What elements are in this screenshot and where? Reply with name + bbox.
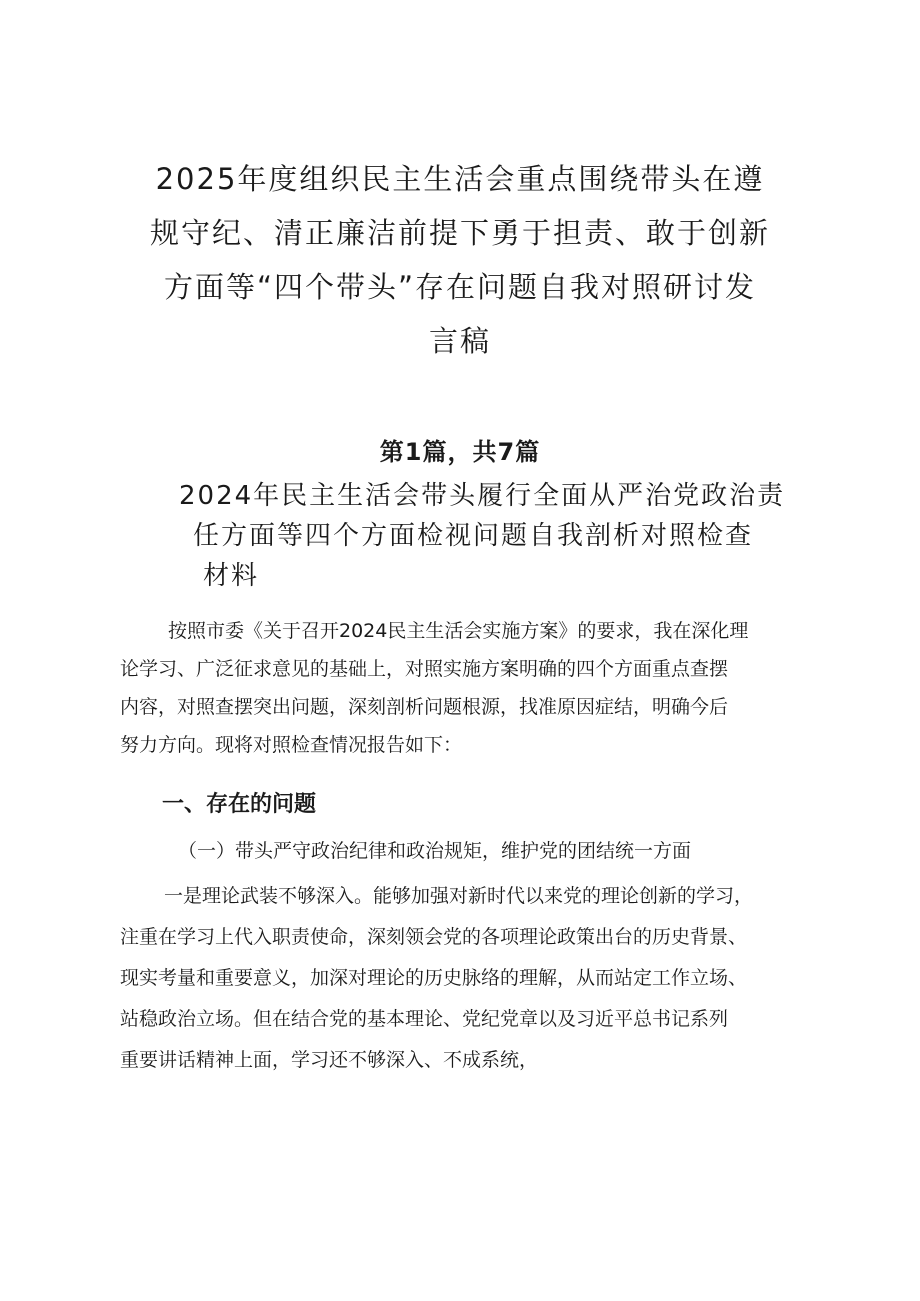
sub-title-line: 2024年民主生活会带头履行全面从严治党政治责 — [179, 481, 786, 511]
heading-political-discipline: （一）带头严守政治纪律和政治规矩，维护党的团结统一方面 — [178, 840, 692, 862]
main-title-line: 2025年度组织民主生活会重点围绕带头在遵 — [155, 162, 765, 196]
section-header: 第1篇，共7篇 — [379, 438, 541, 466]
sub-title — [175, 476, 795, 596]
detail-line: 站稳政治立场。但在结合党的基本理论、党纪党章以及习近平总书记系列 — [120, 1008, 729, 1030]
detail-line: 重要讲话精神上面，学习还不够深入、不成系统， — [120, 1049, 539, 1071]
sub-title-line: 材料 — [203, 561, 260, 591]
main-title-line: 规守纪、清正廉洁前提下勇于担责、敢于创新 — [150, 216, 771, 250]
intro-line: 按照市委《关于召开2024民主生活会实施方案》的要求，我在深化理 — [168, 620, 749, 642]
intro-line: 努力方向。现将对照检查情况报告如下： — [120, 734, 463, 756]
intro-paragraph — [120, 612, 820, 764]
detail-paragraph — [120, 876, 830, 1081]
main-title — [150, 152, 770, 368]
intro-line: 内容，对照查摆突出问题，深刻剖析问题根源，找准原因症结，明确今后 — [120, 696, 729, 718]
sub-title-line: 任方面等四个方面检视问题自我剖析对照检查 — [193, 521, 754, 551]
detail-line: 注重在学习上代入职责使命，深刻领会党的各项理论政策出台的历史背景、 — [120, 926, 748, 948]
heading-existing-problems: 一、存在的问题 — [162, 792, 317, 817]
main-title-line: 方面等“四个带头”存在问题自我对照研讨发 — [163, 270, 757, 304]
intro-line: 论学习、广泛征求意见的基础上，对照实施方案明确的四个方面重点查摆 — [120, 658, 729, 680]
detail-line: 现实考量和重要意义，加深对理论的历史脉络的理解，从而站定工作立场、 — [120, 967, 748, 989]
main-title-line: 言稿 — [428, 324, 491, 358]
detail-line: 一是理论武装不够深入。能够加强对新时代以来党的理论创新的学习， — [164, 885, 754, 907]
